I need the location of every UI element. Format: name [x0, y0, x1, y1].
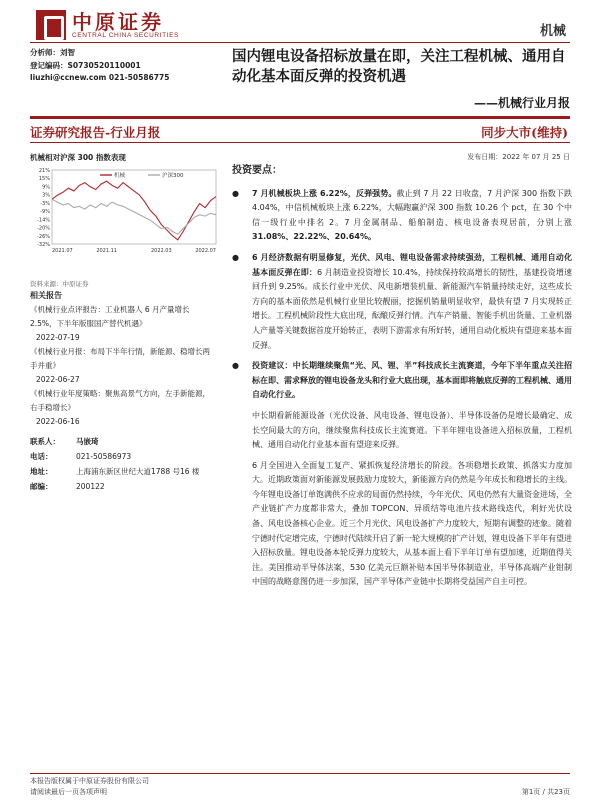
key-point-3-bold: 投资建议：中长期继续聚焦“光、风、锂、半”科技成长主流赛道，今年下半年重点关注招标在即、需求释放的锂电设备龙头和行业大底出现，基本面即将触底反弹的工程机械、通用自动化行业。	[252, 361, 572, 400]
key-point-2-bold: 6 月经济数据有明显修复，光伏、风电、锂电设备需求持续强劲，工程机械、通用自动化基本面反弹在即：	[252, 252, 572, 277]
x-tick-label: 2021.11	[96, 248, 118, 254]
reg-code: S0730520110001	[67, 60, 141, 70]
y-tick-label: -26%	[37, 233, 50, 240]
phone-label: 电话：	[30, 452, 53, 461]
analyst-contact: liuzhi@ccnew.com 021-50586775	[30, 73, 170, 82]
copyright-text: 本报告版权属于中原证券股份有限公司	[30, 777, 149, 785]
series-line-machinery	[52, 181, 216, 240]
body-paragraph-1: 中长期看新能源设备（光伏设备、风电设备、锂电设备）、半导体设备仍是增长最确定、成长空间最大的方向，继续聚焦科技成长主流赛道。下半年锂电设备进入招标放量，工程机械、通用自动化行业基本面有望迎来反弹。	[252, 410, 572, 450]
publish-date: 发布日期：2022 年 07 月 25 日	[467, 153, 570, 161]
zip-label: 邮编：	[30, 482, 53, 491]
key-point-1-numbers: 31.08%、22.22%、20.64%。	[252, 232, 376, 242]
report-type: 证券研究报告-行业月报	[30, 125, 161, 140]
x-tick-label: 2021.07	[52, 248, 73, 254]
industry-tag: 机械	[539, 24, 566, 39]
contact-person-label: 联系人：	[30, 437, 60, 446]
performance-chart	[30, 162, 220, 262]
footer-disclaimer	[30, 776, 149, 798]
key-point-3	[232, 359, 572, 403]
reg-code-label: 登记编码：	[30, 60, 68, 70]
footer-divider	[30, 773, 570, 774]
page-number: 第1页 / 共23页	[521, 788, 570, 796]
disclaimer-link[interactable]: 请阅读最后一页各项声明	[30, 788, 107, 796]
chart-svg	[30, 162, 220, 262]
related-reports-list	[30, 303, 210, 429]
x-tick-label: 2022.07	[195, 248, 216, 254]
y-tick-label: -9%	[40, 209, 50, 216]
contact-person: 马嵌琦	[76, 437, 99, 446]
related-report-date: 2022-06-16	[36, 417, 80, 426]
report-banner	[30, 116, 570, 143]
key-points-heading: 投资要点：	[232, 165, 282, 176]
y-tick-label: 3%	[42, 192, 50, 199]
key-point-1-bold: 7 月机械板块上涨 6.22%，反弹强势。	[252, 188, 397, 198]
key-point-2-text: 6 月制造业投资增长 10.4%，持续保持较高增长的韧性，基建投资增速回升到 9.25%。成长行业中光伏、风电新增装机量、新能源汽车销量持续走好，这些成长方向的基本面依然是机械行业里比较靓丽，挖掘机销量明显收窄，最快有望 7 月实现转正增长。工程机械阶段性大底出现，酝酿反弹行情。汽车产销量、智能手机出货量、工业机器人产量等关键数据首度开始转正，表明下游需求有所好转，通用自动化板块有望迎来基本面反弹。	[252, 267, 572, 350]
main-content	[232, 164, 572, 590]
logo-text-cn: 中原证券	[72, 9, 164, 34]
key-point-1	[232, 187, 572, 245]
report-title: 国内锂电设备招标放量在即，关注工程机械、通用自动化基本面反弹的投资机遇	[232, 48, 566, 85]
company-logo	[36, 10, 179, 40]
logo-text-en: CENTRAL CHINA SECURITIES	[72, 31, 179, 39]
analyst-label: 分析师：	[30, 48, 60, 57]
rating: 同步大市(维持)	[481, 125, 568, 140]
address-label: 地址：	[30, 467, 53, 476]
y-tick-label: 15%	[38, 176, 50, 183]
key-point-2	[232, 251, 572, 353]
y-tick-label: 21%	[38, 168, 50, 174]
x-tick-label: 2022.03	[150, 248, 172, 254]
chart-source: 资料来源：中原证券	[30, 280, 89, 288]
analyst-name: 刘智	[60, 48, 75, 57]
related-report-date: 2022-07-19	[36, 333, 80, 342]
related-report-item[interactable]	[30, 303, 210, 345]
phone-value: 021-50586973	[76, 452, 132, 461]
contact-info	[30, 434, 220, 494]
y-tick-label: -20%	[37, 225, 50, 232]
zip-value: 200122	[76, 482, 105, 491]
related-report-title: 《机械行业点评报告：工业机器人 6 月产量增长 2.5%，下半年版服国产替代机遇》	[30, 305, 190, 328]
y-tick-label: 9%	[42, 184, 50, 191]
header-divider	[30, 42, 570, 43]
logo-mark-icon	[36, 10, 66, 40]
legend-label: 机械	[114, 173, 126, 179]
analyst-info	[30, 47, 190, 85]
related-report-date: 2022-06-27	[36, 375, 80, 384]
key-point-1-text: 截止到 7 月 22 日收盘，7 月沪深 300 指数下跌 4.04%，中信机械板块上涨 6.22%，大幅跑赢沪深 300 指数 10.26 个 pct，在 30 个中信一级行业中排名 2。7 月金属制品、船舶制造、核电设备表现居前，分别上涨	[252, 188, 572, 227]
body-paragraph-2: 6 月全国进入全面复工复产、紧抓恢复经济增长的阶段。各项稳增长政策、抓落实力度加大。近期政策面对新能源发展鼓励力度较大，新能源方向仍然是今年成长和稳增长的主线。今年锂电设备订单饱满供不应求的局面仍然持续，今年光伏、风电仍然有大量资金进场，全产业链扩产力度都非常大，叠加 TOPCON、异质结等电池片技术路线迭代，利好光伏设备、风电设备核心企业。近三个月光伏、风电设备扩产力度较大，短期有调整的迹象。随着宁德时代定增完成，宁德时代陆续开启了新一轮大规模的扩产计划，锂电设备下半年有望进入招标放量。锂电设备本轮反弹力度较大，从基本面上看下半年订单有望加速，近期值得关注。美国推动半导体法案，530 亿美元巨额补贴本国半导体制造业，半导体高端产业钳制中国的战略意图仍进一步加深，国产半导体产业链中长期将受益国产自主可控。	[252, 460, 572, 587]
related-report-title: 《机械行业月报：布局下半年行情，新能源、稳增长两手并重》	[30, 347, 210, 370]
related-reports-heading: 相关报告	[30, 291, 62, 300]
report-subtitle: ——机械行业月报	[473, 96, 570, 110]
chart-title: 机械相对沪深 300 指数表现	[30, 153, 126, 162]
related-report-item[interactable]	[30, 345, 210, 387]
y-tick-label: -3%	[40, 200, 50, 207]
y-tick-label: -14%	[37, 217, 50, 224]
y-tick-label: -32%	[37, 242, 50, 248]
related-report-item[interactable]	[30, 387, 210, 429]
address-value: 上海浦东新区世纪大道1788 号16 楼	[76, 467, 200, 476]
related-report-title: 《机械行业年度策略：聚焦高景气方向，左手新能源，右手稳增长》	[30, 389, 210, 412]
legend-label: 沪深300	[162, 173, 184, 179]
